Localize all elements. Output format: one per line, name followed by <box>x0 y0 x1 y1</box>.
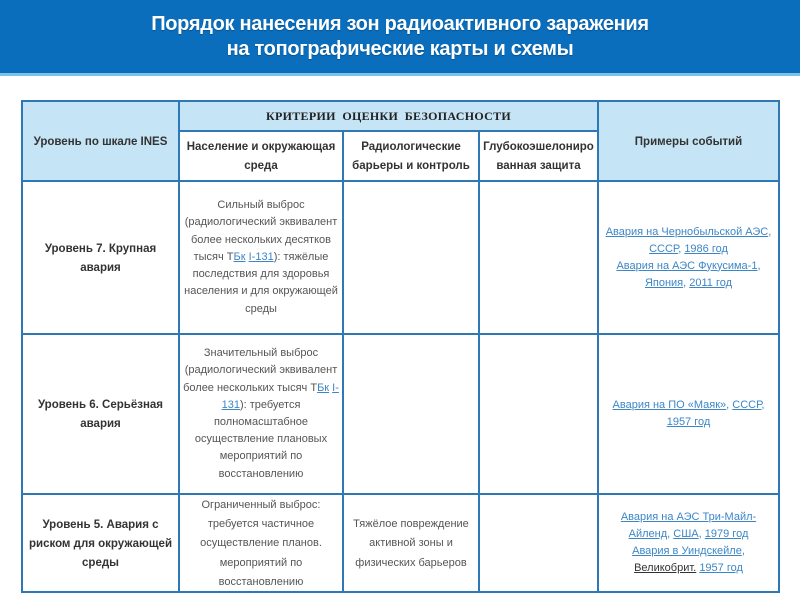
cell-defense <box>479 334 598 494</box>
cell-level <box>22 494 179 592</box>
cell-population <box>179 334 343 494</box>
cell-level <box>22 334 179 494</box>
cell-barriers <box>343 181 479 334</box>
example-item <box>601 543 776 577</box>
population-text-start: Сильный выброс (радиологический эквивалент более нескольких десятков тысяч Т <box>184 199 338 263</box>
population-text-end: ): тяжёлые последствия для здоровья населения и для окружающей среды <box>184 250 338 315</box>
country-link[interactable]: СССР <box>649 242 679 255</box>
cell-barriers <box>343 494 479 592</box>
header-examples-text: Примеры событий <box>634 135 743 148</box>
example-item <box>601 397 776 431</box>
cell-examples <box>598 181 779 334</box>
header-examples <box>598 101 779 181</box>
header-defense <box>479 131 598 181</box>
country-link[interactable]: США <box>673 528 699 540</box>
title-line-2: на топографические карты и схемы <box>226 37 574 60</box>
header-level-text: Уровень по шкале INES <box>33 135 168 148</box>
ines-table <box>21 100 780 593</box>
cell-examples <box>598 334 779 494</box>
becquerel-link[interactable]: Бк <box>317 381 330 394</box>
year-link[interactable]: 2011 год <box>689 276 733 289</box>
event-link[interactable]: Авария в Уиндскейле <box>632 545 742 557</box>
header-row-top <box>22 101 779 131</box>
iodine-131-link[interactable]: I-131 <box>221 381 339 411</box>
becquerel-link[interactable]: Бк <box>233 250 246 263</box>
cell-population <box>179 181 343 334</box>
population-text <box>180 197 342 317</box>
header-barriers-text: Радиологические барьеры и контроль <box>352 141 470 172</box>
example-item <box>601 509 776 543</box>
event-link[interactable]: Авария на АЭС Фукусима-1 <box>616 259 758 272</box>
title-banner <box>0 0 800 76</box>
separator: , <box>683 276 690 289</box>
population-text <box>180 345 342 483</box>
header-criteria <box>179 101 598 131</box>
year-link[interactable]: 1979 год <box>704 528 749 540</box>
header-population <box>179 131 343 181</box>
year-link[interactable]: 1957 год <box>699 562 743 574</box>
example-item <box>601 224 776 258</box>
level-text: Уровень 7. Крупная авария <box>44 242 157 274</box>
iodine-131-link[interactable]: I-131 <box>248 250 274 263</box>
cell-examples <box>598 494 779 592</box>
event-link[interactable]: Авария на ПО «Маяк» <box>612 399 727 411</box>
examples-list <box>601 224 776 292</box>
header-defense-text: Глубокоэшелонированная защита <box>483 141 594 172</box>
level-text: Уровень 6. Серьёзная авария <box>37 399 164 430</box>
separator: , <box>757 259 761 272</box>
country-link[interactable]: Великобрит. <box>634 562 697 574</box>
header-population-text: Население и окружающая среда <box>186 141 336 172</box>
cell-defense <box>479 494 598 592</box>
event-link[interactable]: Авария на АЭС Три-Майл-Айленд <box>620 511 757 540</box>
level-text: Уровень 5. Авария с риском для окружающей среды <box>28 518 173 569</box>
country-link[interactable]: Япония <box>644 276 684 289</box>
header-level <box>22 101 179 181</box>
cell-barriers <box>343 334 479 494</box>
cell-defense <box>479 181 598 334</box>
barriers-text: Тяжёлое повреждение активной зоны и физических барьеров <box>353 518 469 569</box>
year-link[interactable]: 1986 год <box>684 242 728 255</box>
separator: , <box>726 399 733 411</box>
table-row-level-5 <box>22 494 779 592</box>
header-criteria-text: КРИТЕРИИ ОЦЕНКИ БЕЗОПАСНОСТИ <box>265 109 512 123</box>
separator: , <box>667 528 674 540</box>
cell-population <box>179 494 343 592</box>
title-line-1: Порядок нанесения зон радиоактивного заражения <box>151 12 649 35</box>
header-barriers <box>343 131 479 181</box>
examples-list <box>601 397 776 431</box>
population-text-end: ): требуется полномасштабное осуществление плановых мероприятий по восстановлению <box>194 398 328 480</box>
year-link[interactable]: 1957 год <box>666 416 711 428</box>
separator: , <box>741 545 745 557</box>
cell-level <box>22 181 179 334</box>
example-item <box>601 258 776 292</box>
separator: , <box>761 399 765 411</box>
separator: , <box>698 528 705 540</box>
country-link[interactable]: СССР <box>732 399 762 411</box>
event-link[interactable]: Авария на Чернобыльской АЭС <box>605 225 769 238</box>
separator: , <box>768 225 772 238</box>
table-row-level-6 <box>22 334 779 494</box>
table-row-level-7 <box>22 181 779 334</box>
separator: , <box>678 242 685 255</box>
examples-list <box>601 509 776 577</box>
population-text: Ограниченный выброс: требуется частичное осуществление планов. мероприятий по восстановлению <box>200 499 322 588</box>
population-text-start: Значительный выброс (радиологический эквивалент более нескольких тысяч Т <box>183 347 338 394</box>
